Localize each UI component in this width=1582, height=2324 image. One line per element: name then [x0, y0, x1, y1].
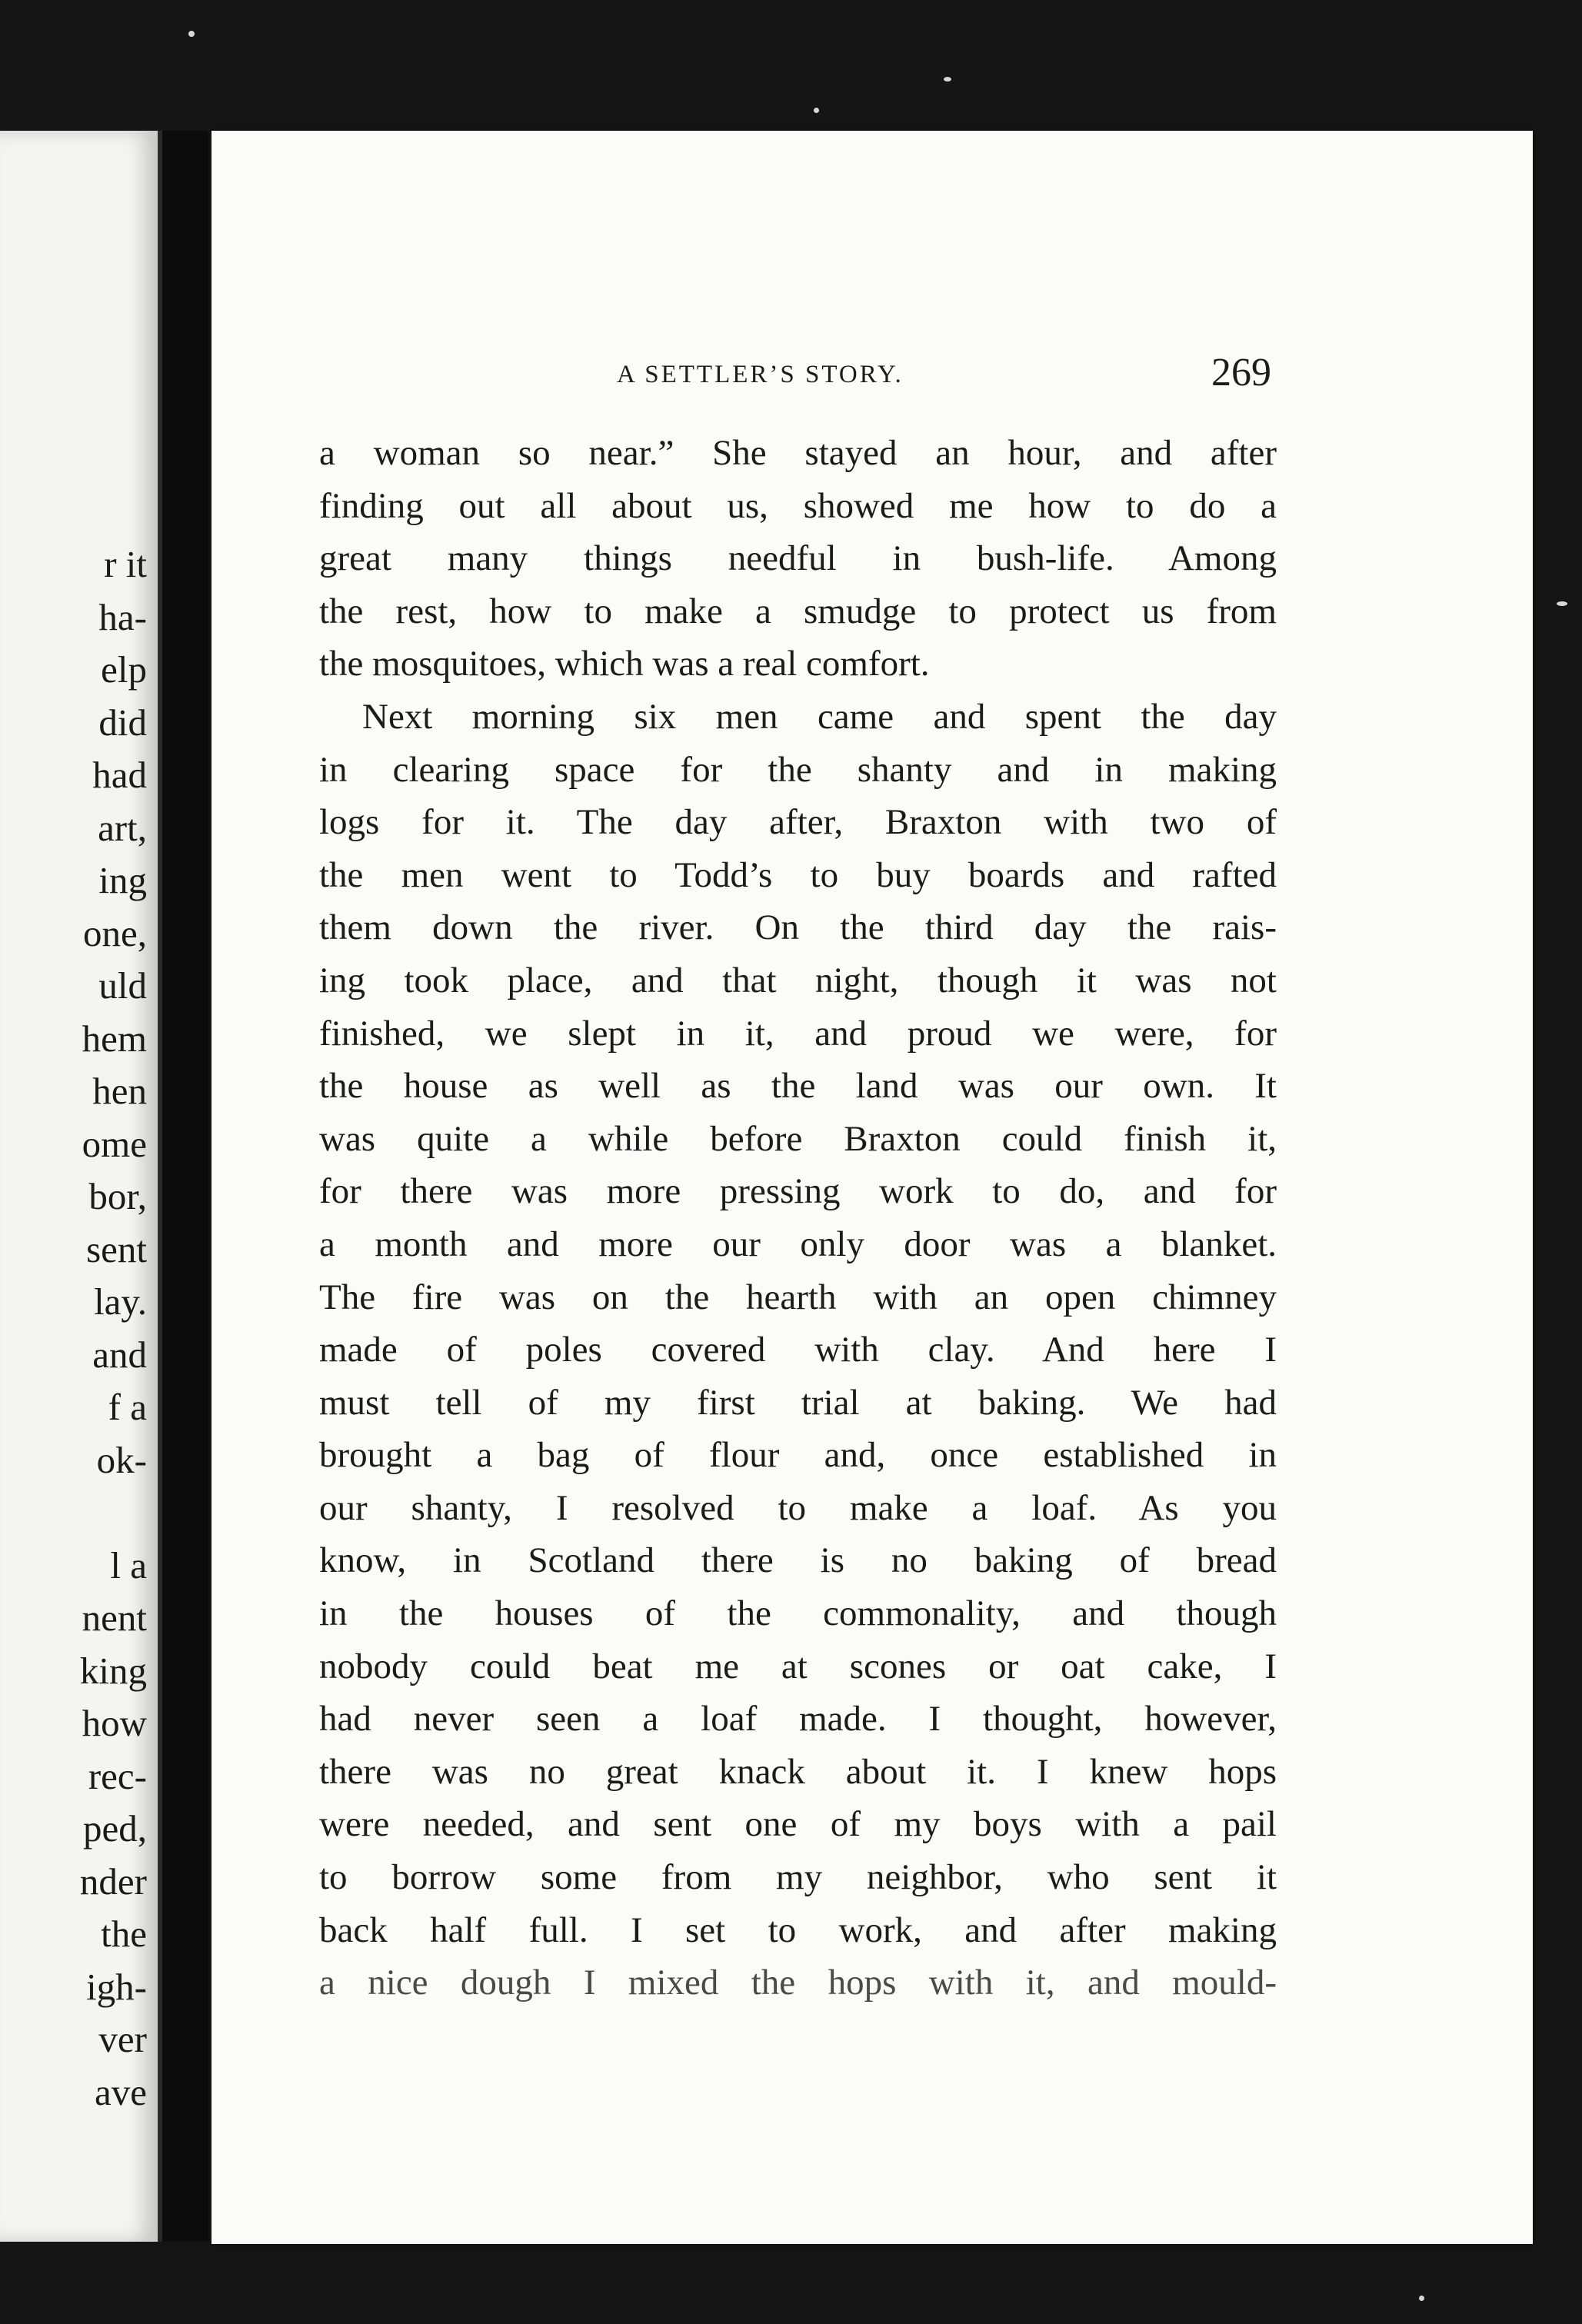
text-line: logs for it. The day after, Braxton with two of [319, 802, 1277, 843]
scan-speck [1419, 2296, 1424, 2301]
text-line: the men went to Todd’s to buy boards and rafted [319, 854, 1277, 895]
fragment-line: the [101, 1913, 147, 1955]
text-line: brought a bag of flour and, once established in [319, 1435, 1277, 1476]
fragment-line: f a [108, 1386, 147, 1428]
fragment-line: art, [98, 806, 147, 849]
fragment-line: had [92, 754, 147, 796]
fragment-line: did [98, 701, 147, 744]
text-line: in the houses of the commonality, and though [319, 1593, 1277, 1634]
text-line: had never seen a loaf made. I thought, however, [319, 1699, 1277, 1740]
previous-page-edge [0, 131, 162, 2242]
fragment-line: lay. [94, 1280, 147, 1323]
text-line: there was no great knack about it. I knew hops [319, 1751, 1277, 1792]
text-line: our shanty, I resolved to make a loaf. As you [319, 1487, 1277, 1528]
scan-speck [814, 108, 819, 113]
fragment-line: one, [83, 911, 147, 954]
text-line: the mosquitoes, which was a real comfort. [319, 644, 930, 684]
text-line: the rest, how to make a smudge to protect us from [319, 591, 1277, 631]
fragment-line: and [92, 1333, 147, 1376]
fragment-line: ver [98, 2018, 147, 2060]
text-line: to borrow some from my neighbor, who sent it [319, 1857, 1277, 1898]
fragment-line: ped, [83, 1807, 147, 1850]
fragment-line: elp [101, 648, 147, 691]
text-line: The fire was on the hearth with an open chimney [319, 1277, 1277, 1317]
page-number: 269 [1211, 351, 1271, 395]
fragment-line: uld [98, 964, 147, 1007]
fragment-line: hem [82, 1017, 147, 1060]
text-line: a month and more our only door was a blanket. [319, 1224, 1277, 1264]
text-line: made of poles covered with clay. And here I [319, 1330, 1277, 1370]
fragment-line: sent [86, 1227, 147, 1270]
fragment-line: hen [92, 1070, 147, 1112]
text-line: must tell of my first trial at baking. We had [319, 1382, 1277, 1423]
fragment-line: ok- [96, 1438, 147, 1481]
body-text [319, 427, 1277, 2009]
fragment-line: bor, [88, 1175, 147, 1217]
fragment-line [80, 1487, 147, 1540]
fragment-line: igh- [86, 1965, 147, 2008]
text-line: great many things needful in bush-life. Among [319, 538, 1277, 579]
text-line: ing took place, and that night, though it was not [319, 960, 1277, 1001]
text-line: them down the river. On the third day the rais- [319, 907, 1277, 948]
running-title: A SETTLER’S STORY. [617, 361, 904, 388]
text-line: back half full. I set to work, and after making [319, 1909, 1277, 1950]
fragment-line: r it [104, 543, 147, 585]
fragment-line: nent [82, 1597, 147, 1639]
book-page [211, 131, 1533, 2244]
scan-speck [944, 77, 951, 82]
text-line: finding out all about us, showed me how to do a [319, 485, 1277, 526]
fragment-line: ome [82, 1122, 147, 1165]
text-line: the house as well as the land was our own. It [319, 1066, 1277, 1107]
fragment-line: rec- [88, 1754, 147, 1797]
text-line: was quite a while before Braxton could finish it, [319, 1118, 1277, 1159]
paragraph-first-line: Next morning six men came and spent the day [362, 696, 1277, 737]
fragment-line: ha- [98, 595, 147, 638]
fragment-line: how [82, 1702, 147, 1744]
fragment-line: king [79, 1649, 147, 1692]
previous-page-text-fragments [80, 538, 147, 2119]
fragment-line: l a [110, 1543, 147, 1587]
book-gutter [162, 131, 208, 2242]
fragment-line: nder [79, 1860, 147, 1903]
scan-speck [1557, 601, 1567, 606]
text-line: a nice dough I mixed the hops with it, and mould- [319, 1963, 1277, 2003]
fragment-line: ave [95, 2070, 147, 2113]
text-line: know, in Scotland there is no baking of bread [319, 1540, 1277, 1581]
text-line: were needed, and sent one of my boys with a pail [319, 1804, 1277, 1845]
scan-speck [188, 31, 195, 37]
text-line: for there was more pressing work to do, and for [319, 1171, 1277, 1212]
text-line: a woman so near.” She stayed an hour, and after [319, 433, 1277, 473]
text-line: in clearing space for the shanty and in making [319, 749, 1277, 790]
text-line: finished, we slept in it, and proud we were, for [319, 1013, 1277, 1054]
text-line: nobody could beat me at scones or oat cake, I [319, 1646, 1277, 1686]
fragment-line: ing [98, 859, 147, 901]
running-header [211, 350, 1496, 404]
